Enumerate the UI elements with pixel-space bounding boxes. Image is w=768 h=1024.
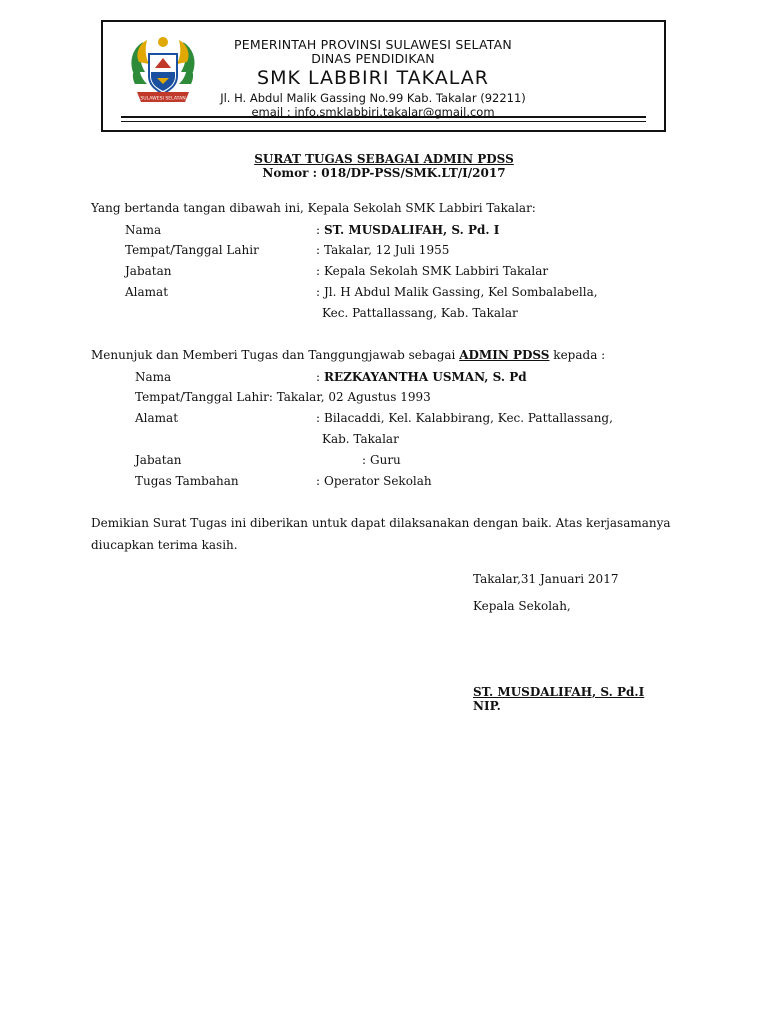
signer-name-colon: : — [316, 223, 321, 237]
signer-position-colon: : — [316, 264, 321, 278]
signer-position-value: Kepala Sekolah SMK Labbiri Takalar — [324, 264, 549, 278]
letterhead-rule-thin — [121, 121, 646, 122]
letterhead-text — [213, 38, 533, 119]
signer-name-label: Nama — [125, 223, 162, 237]
assignment-role: ADMIN PDSS — [459, 348, 550, 362]
signer-birth-label: Tempat/Tanggal Lahir — [125, 243, 259, 257]
assignee-extra-task-value: Operator Sekolah — [324, 474, 432, 488]
place-date: Takalar,31 Januari 2017 — [473, 572, 619, 586]
assignee-birth-value: Takalar, 02 Agustus 1993 — [276, 390, 431, 404]
assignee-address-line-1: Bilacaddi, Kel. Kalabbirang, Kec. Pattallassang, — [324, 411, 613, 425]
school-address: Jl. H. Abdul Malik Gassing No.99 Kab. Takalar (92211) — [220, 91, 526, 105]
signer-address-colon: : — [316, 285, 321, 299]
signature-name: ST. MUSDALIFAH, S. Pd.I — [473, 685, 645, 699]
signer-birth-value: Takalar, 12 Juli 1955 — [324, 243, 450, 257]
document-number: Nomor : 018/DP-PSS/SMK.LT/I/2017 — [262, 166, 506, 180]
assignee-birth-colon: : — [268, 390, 273, 404]
signer-birth-colon: : — [316, 243, 321, 257]
assignee-name-colon: : — [316, 370, 321, 384]
signer-name-value: ST. MUSDALIFAH, S. Pd. I — [324, 223, 500, 237]
assignee-address-colon: : — [316, 411, 321, 425]
signer-position-label: Jabatan — [125, 264, 172, 278]
closing-line-1: Demikian Surat Tugas ini diberikan untuk dapat dilaksanakan dengan baik. Atas kerjasamanya — [91, 516, 671, 530]
assignee-position-value: Guru — [370, 453, 401, 467]
assignment-text — [91, 347, 605, 363]
signer-address-label: Alamat — [125, 285, 169, 299]
assignee-birth — [135, 389, 431, 405]
closing-line-2: diucapkan terima kasih. — [91, 538, 238, 552]
government-line: PEMERINTAH PROVINSI SULAWESI SELATAN — [234, 37, 512, 52]
provincial-emblem-icon — [125, 32, 201, 108]
assignee-position-label: Jabatan — [135, 453, 182, 467]
assignee-address-label: Alamat — [135, 411, 179, 425]
signer-address-line-1: Jl. H Abdul Malik Gassing, Kel Sombalabella, — [324, 285, 598, 299]
assignee-address-line-2: Kab. Takalar — [322, 432, 399, 446]
signer-address-line-2: Kec. Pattallassang, Kab. Takalar — [322, 306, 518, 320]
assignee-birth-label: Tempat/Tanggal Lahir — [135, 390, 269, 404]
department-line: DINAS PENDIDIKAN — [311, 51, 435, 66]
assignee-name-label: Nama — [135, 370, 172, 384]
school-name: SMK LABBIRI TAKALAR — [257, 67, 489, 89]
assignment-prefix: Menunjuk dan Memberi Tugas dan Tanggungjawab sebagai — [91, 348, 456, 362]
assignee-position-colon: : — [362, 453, 367, 467]
assignee-name-value: REZKAYANTHA USMAN, S. Pd — [324, 370, 527, 384]
document-title: SURAT TUGAS SEBAGAI ADMIN PDSS — [254, 152, 514, 166]
logo-ribbon-text: SULAWESI SELATAN — [140, 96, 186, 102]
school-email: email : info.smklabbiri.takalar@gmail.com — [251, 105, 495, 119]
assignee-extra-task-label: Tugas Tambahan — [135, 474, 239, 488]
letterhead-rule-thick — [121, 116, 646, 118]
letterhead — [101, 20, 666, 132]
assignee-extra-task-colon: : — [316, 474, 321, 488]
signer-position-title: Kepala Sekolah, — [473, 599, 571, 613]
assignment-suffix: kepada : — [553, 348, 606, 362]
signature-nip: NIP. — [473, 699, 501, 713]
intro-text: Yang bertanda tangan dibawah ini, Kepala Sekolah SMK Labbiri Takalar: — [91, 201, 536, 215]
